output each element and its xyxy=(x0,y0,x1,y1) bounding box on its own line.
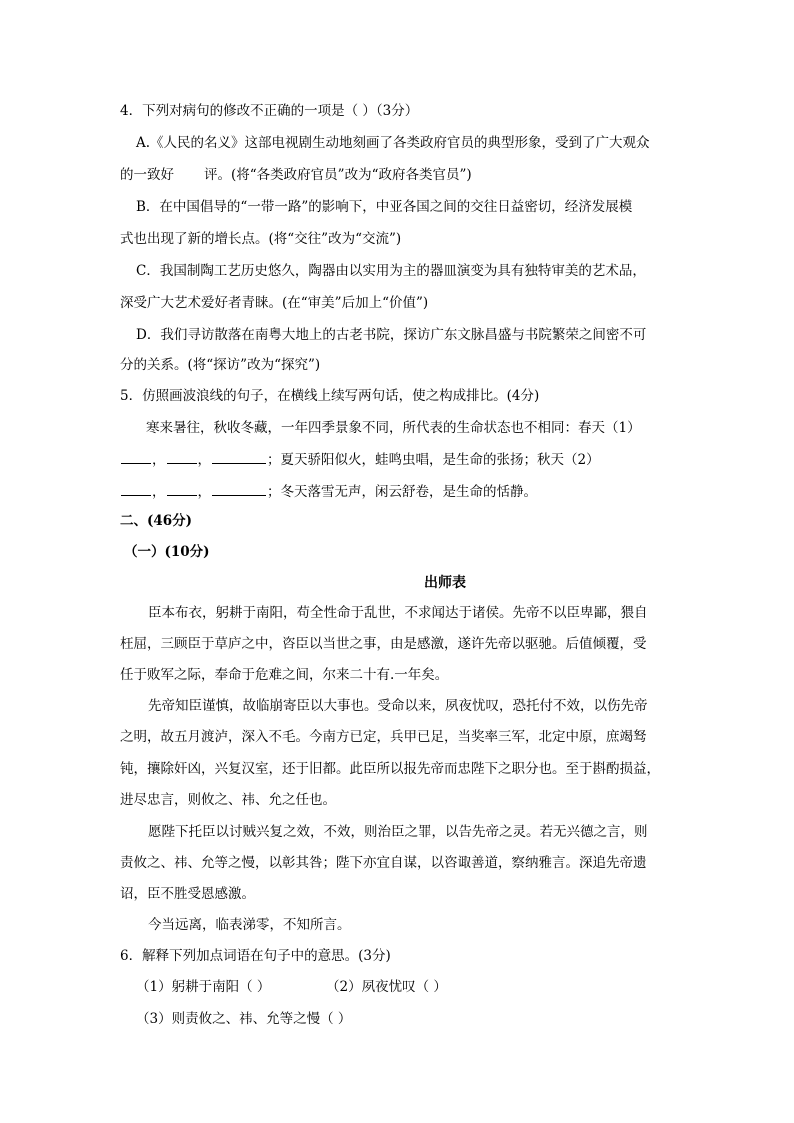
passage-p3-line2: 责攸之、祎、允等之慢，以彰其咎；陛下亦宜自谋，以咨诹善道，察纳雅言。深追先帝遗 xyxy=(120,855,647,871)
passage-p2-line1: 先帝知臣谨慎，故临崩寄臣以大事也。受命以来，夙夜忧叹，恐托付不效，以伤先帝 xyxy=(148,698,648,714)
section-heading: 二、(46分) xyxy=(120,513,193,529)
passage-p1-line1: 臣本布衣，躬耕于南阳，苟全性命于乱世，不求闻达于诸侯。先帝不以臣卑鄙，猥自 xyxy=(148,605,648,621)
answer-blank[interactable] xyxy=(212,481,266,496)
q4-option-c-line1: C．我国制陶工艺历史悠久，陶器由以实用为主的器皿演变为具有独特审美的艺术品， xyxy=(136,263,646,279)
q4-option-c-line2: 深受广大艺术爱好者青睐。(在“审美”后加上“价值”) xyxy=(120,295,429,311)
q6-stem: 6．解释下列加点词语在句子中的意思。(3分) xyxy=(120,948,391,964)
q4-option-a-line2 xyxy=(120,165,472,185)
q5-line3-tail: ；冬天落雪无声，闲云舒卷，是生命的恬静。 xyxy=(267,484,537,500)
comma: ， xyxy=(197,484,211,500)
passage-p3-line3: 诏，臣不胜受恩感激。 xyxy=(120,886,255,902)
q4-option-b-line2: 式也出现了新的增长点。(将“交往”改为“交流”) xyxy=(120,231,402,247)
passage-p2-line3: 钝，攘除奸凶，兴复汉室，还于旧都。此臣所以报先帝而忠陛下之职分也。至于斟酌损益， xyxy=(120,761,660,777)
q5-line1: 寒来暑往，秋收冬藏，一年四季景象不同，所代表的生命状态也不相同：春天（1） xyxy=(146,420,641,436)
q4-option-d-line1: D．我们寻访散落在南粤大地上的古老书院，探访广东文脉昌盛与书院繁荣之间密不可 xyxy=(136,327,647,343)
passage-p2-line4: 进尽忠言，则攸之、祎、允之任也。 xyxy=(120,792,336,808)
passage-p2-line2: 之明，故五月渡泸，深入不毛。今南方已定，兵甲已足，当奖率三军，北定中原，庶竭驽 xyxy=(120,729,647,745)
answer-blank[interactable] xyxy=(167,449,197,464)
comma: ， xyxy=(152,452,166,468)
answer-blank[interactable] xyxy=(121,449,151,464)
q4-stem: 4．下列对病句的修改不正确的一项是（ ）（3分） xyxy=(120,103,419,119)
passage-p1-line3: 任于败军之际，奉命于危难之间，尔来二十有.一年矣。 xyxy=(120,667,449,683)
answer-blank[interactable] xyxy=(212,449,266,464)
q4-option-d-line2: 分的关系。(将“探访”改为“探究”) xyxy=(120,357,321,373)
q5-line3 xyxy=(120,481,537,502)
comma: ， xyxy=(197,452,211,468)
q5-stem: 5．仿照画波浪线的句子，在横线上续写两句话，使之构成排比。(4分) xyxy=(120,388,540,404)
comma: ， xyxy=(152,484,166,500)
passage-p3-line1: 愿陛下托臣以讨贼兴复之效，不效，则治臣之罪，以告先帝之灵。若无兴德之言，则 xyxy=(148,824,648,840)
passage-p1-line2: 枉屈，三顾臣于草庐之中，咨臣以当世之事，由是感激，遂许先帝以驱驰。后值倾覆，受 xyxy=(120,636,647,652)
q4-option-a-line2-part1: 的一致好 xyxy=(120,167,174,183)
passage-p4: 今当远离，临表涕零，不知所言。 xyxy=(148,917,351,933)
q6-item2: （2）夙夜忧叹（ ） xyxy=(326,979,447,995)
q6-item3: （3）则责攸之、祎、允等之慢（ ） xyxy=(136,1011,352,1027)
q4-option-a-line2-part2: 评。(将“各类政府官员”改为“政府各类官员”) xyxy=(204,167,472,183)
passage-title: 出师表 xyxy=(424,575,466,591)
q6-item1: （1）躬耕于南阳（ ） xyxy=(136,979,271,995)
q5-line2 xyxy=(120,449,600,470)
q4-option-b-line1: B．在中国倡导的“一带一路”的影响下，中亚各国之间的交往日益密切，经济发展模 xyxy=(136,199,633,215)
q5-line2-tail: ；夏天骄阳似火，蛙鸣虫唱，是生命的张扬；秋天（2） xyxy=(267,452,600,468)
answer-blank[interactable] xyxy=(167,481,197,496)
answer-blank[interactable] xyxy=(121,481,151,496)
q4-option-a-line1: A.《人民的名义》这部电视剧生动地刻画了各类政府官员的典型形象，受到了广大观众 xyxy=(136,135,650,151)
subsection-heading: （一）(10分) xyxy=(124,544,210,560)
